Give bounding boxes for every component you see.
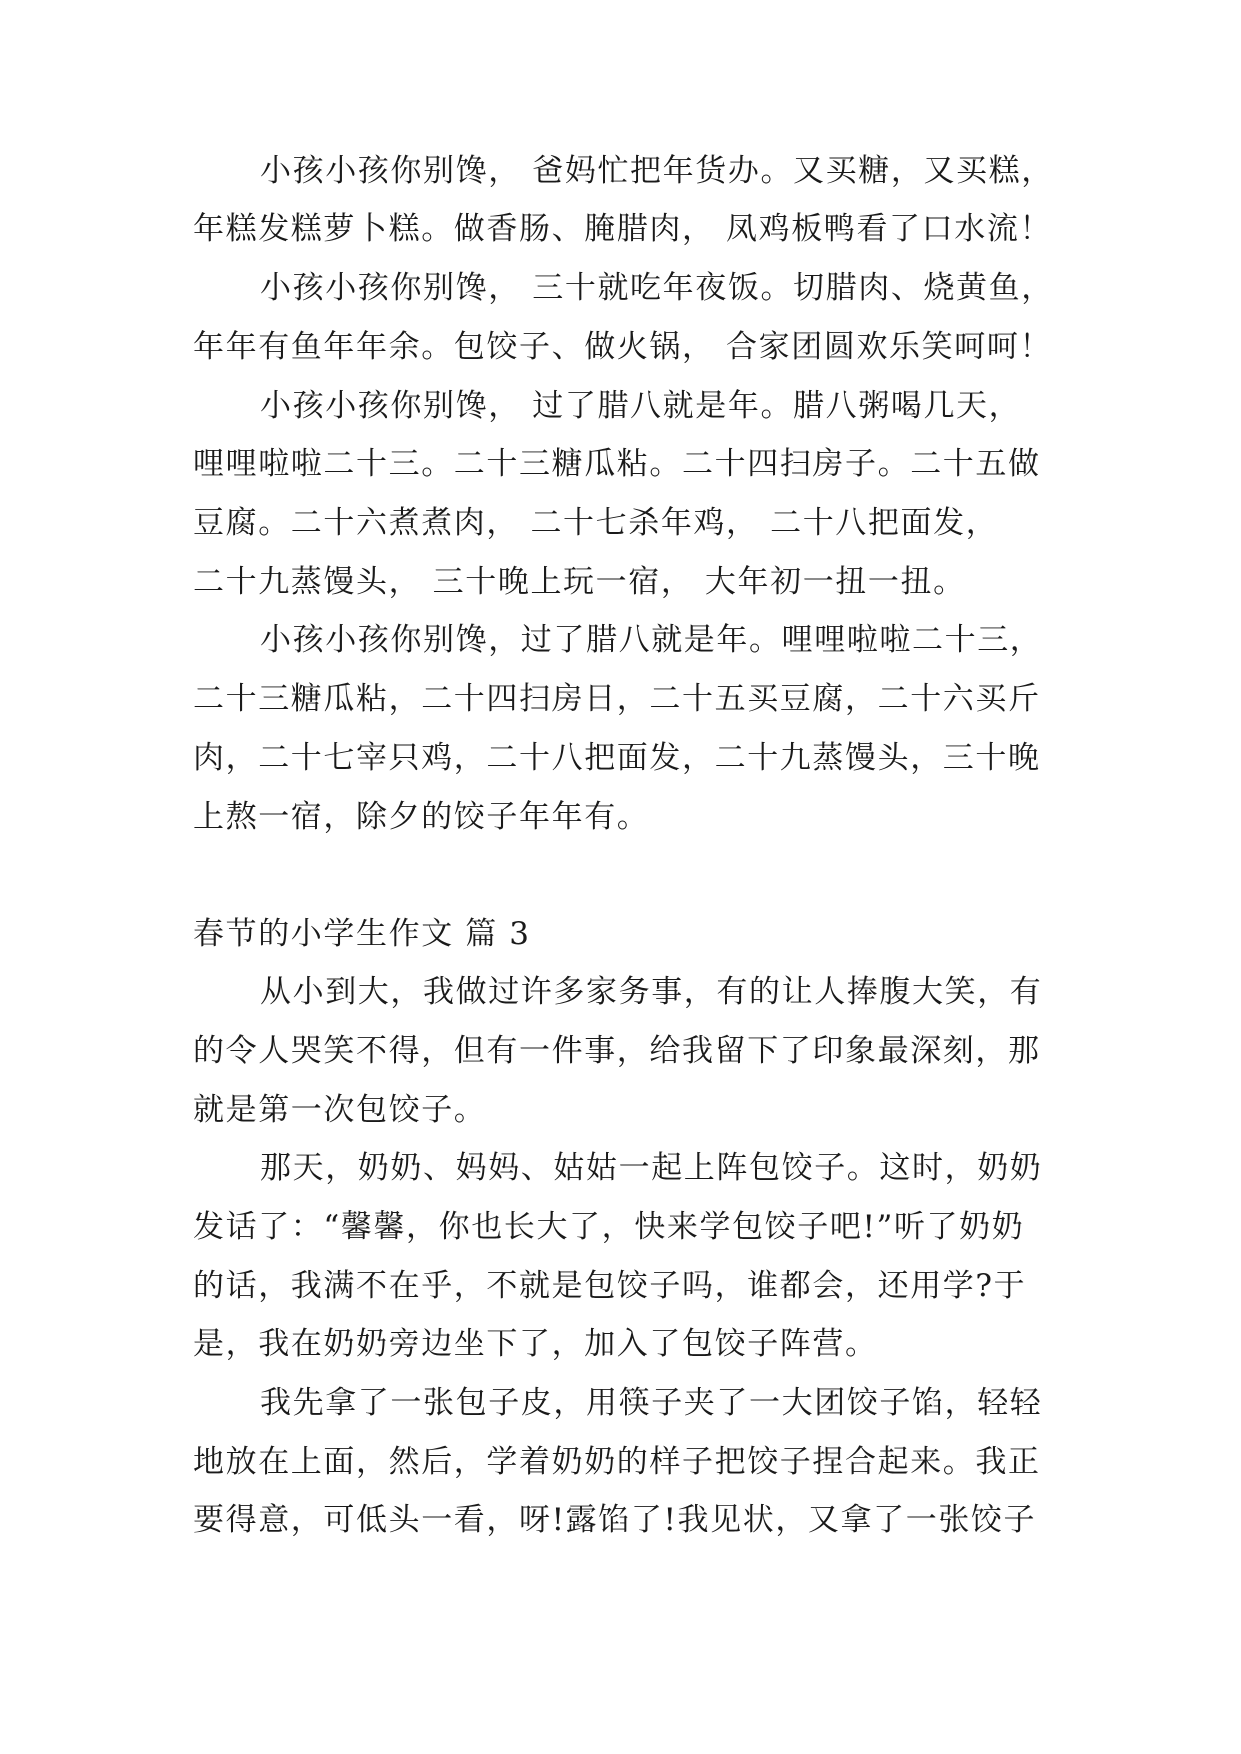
section-heading: 春节的小学生作文 篇 3 <box>193 916 531 952</box>
paragraph-line: 从小到大，我做过许多家务事，有的让人捧腹大笑，有 <box>260 974 1043 1010</box>
paragraph-line: 的话，我满不在乎，不就是包饺子吗，谁都会，还用学?于 <box>193 1268 1027 1304</box>
paragraph-line: 那天，奶奶、妈妈、姑姑一起上阵包饺子。这时，奶奶 <box>260 1150 1043 1186</box>
paragraph-line: 二十九蒸馒头， 三十晚上玩一宿， 大年初一扭一扭。 <box>193 564 966 600</box>
paragraph-line: 小孩小孩你别馋， 爸妈忙把年货办。又买糖，又买糕， <box>260 153 1054 189</box>
paragraph-line: 我先拿了一张包子皮，用筷子夹了一大团饺子馅，轻轻 <box>260 1385 1043 1421</box>
paragraph-line: 小孩小孩你别馋， 过了腊八就是年。腊八粥喝几天， <box>260 388 1022 424</box>
paragraph-line: 小孩小孩你别馋， 三十就吃年夜饭。切腊肉、烧黄鱼， <box>260 270 1054 306</box>
paragraph-line: 小孩小孩你别馋，过了腊八就是年。哩哩啦啦二十三， <box>260 622 1043 658</box>
paragraph-line: 要得意，可低头一看，呀!露馅了!我见状，又拿了一张饺子 <box>193 1502 1037 1538</box>
paragraph-line: 豆腐。二十六煮煮肉， 二十七杀年鸡， 二十八把面发， <box>193 505 999 541</box>
paragraph-line: 年糕发糕萝卜糕。做香肠、腌腊肉， 凤鸡板鸭看了口水流！ <box>193 211 1053 247</box>
paragraph-line: 上熬一宿，除夕的饺子年年有。 <box>193 799 650 835</box>
paragraph-line: 的令人哭笑不得，但有一件事，给我留下了印象最深刻，那 <box>193 1033 1041 1069</box>
paragraph-line: 年年有鱼年年余。包饺子、做火锅， 合家团圆欢乐笑呵呵！ <box>193 329 1053 365</box>
paragraph-line: 肉，二十七宰只鸡，二十八把面发，二十九蒸馒头，三十晚 <box>193 740 1041 776</box>
paragraph-line: 二十三糖瓜粘，二十四扫房日，二十五买豆腐，二十六买斤 <box>193 681 1041 717</box>
paragraph-line: 是，我在奶奶旁边坐下了，加入了包饺子阵营。 <box>193 1326 878 1362</box>
paragraph-line: 哩哩啦啦二十三。二十三糖瓜粘。二十四扫房子。二十五做 <box>193 446 1041 482</box>
paragraph-line: 地放在上面，然后，学着奶奶的样子把饺子捏合起来。我正 <box>193 1444 1041 1480</box>
paragraph-line: 发话了：“馨馨，你也长大了，快来学包饺子吧!”听了奶奶 <box>193 1209 1025 1245</box>
paragraph-line: 就是第一次包饺子。 <box>193 1092 487 1128</box>
